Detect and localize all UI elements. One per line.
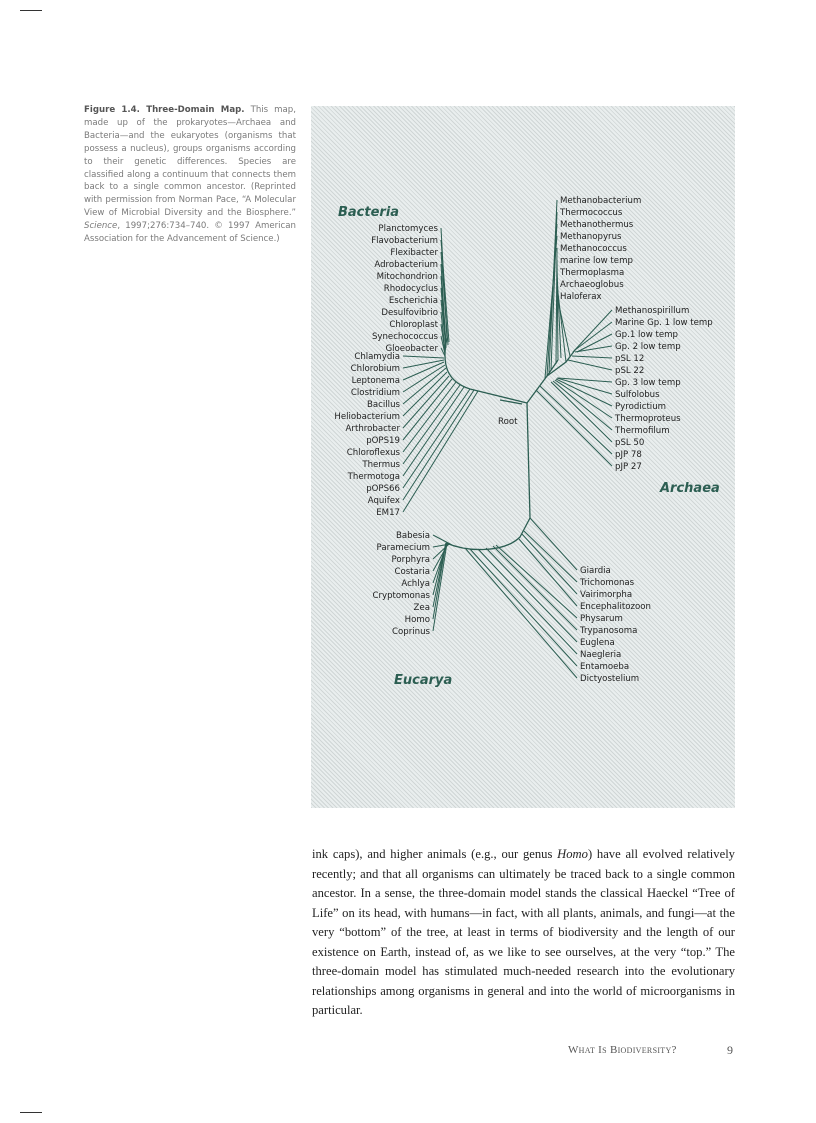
figure-label: Figure 1.4. Three-Domain Map. [84, 105, 245, 115]
branch-haloferax [557, 296, 570, 356]
leaf-label-cryptomonas: Cryptomonas [372, 591, 430, 601]
root-label: Root [498, 417, 518, 427]
branch-naegleria [478, 549, 577, 654]
branch-vairimorpha [522, 534, 577, 594]
leaf-label-gp-1-low-temp: Gp.1 low temp [615, 330, 678, 340]
leaf-label-trichomonas: Trichomonas [580, 578, 635, 588]
leaf-label-marine-gp-1-low-temp: Marine Gp. 1 low temp [615, 318, 713, 328]
leaf-label-entamoeba: Entamoeba [580, 662, 630, 672]
leaf-label-chlamydia: Chlamydia [354, 352, 400, 362]
root-trunk [527, 403, 530, 518]
branch-leptonema [403, 362, 444, 380]
branch-psl-12 [572, 356, 612, 358]
branch-babesia [433, 535, 452, 545]
crop-mark-top [20, 10, 42, 11]
leaf-label-thermus: Thermus [362, 460, 400, 470]
caption-text-end: , 1997;276:734–740. © 1997 American Association for the Advancement of Science.) [84, 221, 296, 245]
branch-pjp-27 [536, 390, 612, 466]
leaf-label-thermococcus: Thermococcus [560, 208, 623, 218]
branch-aquifex [403, 390, 474, 500]
branch-chloroflexus [403, 382, 456, 452]
leaf-label-zea: Zea [413, 603, 430, 613]
caption-journal: Science [84, 221, 118, 232]
leaf-label-encephalitozoon: Encephalitozoon [580, 602, 651, 612]
body-text-a: ink caps), and higher animals (e.g., our genus [312, 847, 558, 861]
leaf-label-thermotoga: Thermotoga [347, 472, 400, 482]
leaf-label-pjp-78: pJP 78 [615, 450, 642, 460]
leaf-label-euglena: Euglena [580, 638, 615, 648]
leaf-label-flavobacterium: Flavobacterium [371, 236, 438, 246]
leaf-label-flexibacter: Flexibacter [390, 248, 438, 258]
leaf-label-porphyra: Porphyra [391, 555, 430, 565]
three-domain-tree-figure [311, 106, 735, 808]
leaf-label-chloroflexus: Chloroflexus [346, 448, 400, 458]
branch-encephalitozoon [519, 539, 577, 606]
leaf-label-homo: Homo [404, 615, 430, 625]
body-text-italic: Homo [557, 847, 588, 861]
branch-gp-2-low-temp [575, 346, 612, 352]
running-footer-title: What Is Biodiversity? [568, 1044, 677, 1056]
leaf-label-methanothermus: Methanothermus [560, 220, 634, 230]
eucarya-trunk [446, 518, 530, 550]
leaf-label-rhodocyclus: Rhodocyclus [383, 284, 438, 294]
leaf-label-haloferax: Haloferax [560, 292, 602, 302]
body-paragraph [312, 845, 735, 1021]
branch-gp-3-low-temp [558, 378, 612, 382]
leaf-label-dictyostelium: Dictyostelium [580, 674, 640, 684]
leaf-label-methanobacterium: Methanobacterium [560, 196, 642, 206]
leaf-label-giardia: Giardia [580, 566, 611, 576]
leaf-label-pops66: pOPS66 [366, 484, 400, 494]
branch-euglena [486, 548, 577, 642]
leaf-label-achlya: Achlya [401, 579, 430, 589]
leaf-label-escherichia: Escherichia [388, 296, 438, 306]
leaf-label-planctomyces: Planctomyces [378, 224, 438, 234]
leaf-label-leptonema: Leptonema [351, 376, 400, 386]
page-number: 9 [727, 1043, 733, 1057]
bacteria-trunk [445, 338, 527, 403]
leaf-label-heliobacterium: Heliobacterium [334, 412, 400, 422]
leaf-label-mitochondrion: Mitochondrion [376, 272, 438, 282]
branch-chlamydia [403, 356, 444, 358]
leaf-label-gloeobacter: Gloeobacter [385, 344, 438, 354]
leaf-label-synechococcus: Synechococcus [371, 332, 438, 342]
leaf-label-chlorobium: Chlorobium [350, 364, 400, 374]
branch-arthrobacter [403, 376, 449, 428]
leaf-label-methanospirillum: Methanospirillum [615, 306, 690, 316]
leaf-label-methanococcus: Methanococcus [560, 244, 627, 254]
branch-chlorobium [403, 360, 444, 368]
leaf-label-physarum: Physarum [580, 614, 623, 624]
branch-em17 [403, 391, 478, 512]
branch-thermofilum [553, 381, 612, 430]
leaf-label-aquifex: Aquifex [367, 496, 400, 506]
domain-label-eucarya: Eucarya [394, 673, 453, 688]
leaf-label-marine-low-temp: marine low temp [560, 256, 633, 266]
leaf-label-arthrobacter: Arthrobacter [345, 424, 400, 434]
body-text-b: ) have all evolved relatively recently; and that all organisms can ultimately be traced back to a single common ancestor. In a sense, the three-domain model stands the classical Haeckel “Tree of Life” on its head, with humans—in fact, with all plants, animals, and fungi—at the very “bottom” of the tree, at least in terms of biodiversity and the length of our existence on Earth, instead of, as we like to see ourselves, at the very “top.” The three-domain model has stimulated much-needed research into the evolutionary relationships among organisms in general and into the world of microorganisms in particular. [312, 847, 735, 1017]
leaf-label-naegleria: Naegleria [580, 650, 622, 660]
leaf-label-psl-50: pSL 50 [615, 438, 645, 448]
leaf-label-methanopyrus: Methanopyrus [560, 232, 622, 242]
leaf-label-pops19: pOPS19 [366, 436, 400, 446]
leaf-label-bacillus: Bacillus [367, 400, 400, 410]
leaf-label-psl-12: pSL 12 [615, 354, 645, 364]
leaf-label-coprinus: Coprinus [391, 627, 430, 637]
leaf-label-thermoproteus: Thermoproteus [615, 414, 681, 424]
caption-text: This map, made up of the prokaryotes—Archaea and Bacteria—and the eukaryotes (organisms that possess a nucleus), groups organisms according to their genetic differences. Species are classified along a continuum that connects them back to a single common ancestor. (Reprinted with permission from Norman Pace, “A Molecular View of Microbial Diversity and the Biosphere.” [84, 105, 296, 219]
figure-caption [84, 104, 296, 246]
leaf-label-babesia: Babesia [395, 531, 430, 541]
leaf-label-archaeoglobus: Archaeoglobus [560, 280, 624, 290]
leaf-label-adrobacterium: Adrobacterium [374, 260, 438, 270]
leaf-label-psl-22: pSL 22 [615, 366, 645, 376]
branch-pjp-78 [540, 386, 612, 454]
leaf-label-chloroplast: Chloroplast [389, 320, 438, 330]
leaf-label-pjp-27: pJP 27 [615, 462, 642, 472]
branch-methanospirillum [573, 310, 612, 352]
branch-psl-22 [568, 360, 612, 370]
leaf-label-desulfovibrio: Desulfovibrio [381, 308, 438, 318]
branch-trichomonas [524, 531, 577, 582]
branch-homo [433, 543, 446, 619]
phylogenetic-tree [311, 106, 735, 808]
leaf-label-gp-3-low-temp: Gp. 3 low temp [615, 378, 681, 388]
crop-mark-bottom [20, 1112, 42, 1113]
domain-label-bacteria: Bacteria [338, 205, 400, 220]
leaf-label-paramecium: Paramecium [376, 543, 430, 553]
leaf-label-trypanosoma: Trypanosoma [580, 626, 638, 636]
branch-marine-gp-1-low-temp [575, 322, 612, 350]
leaf-label-vairimorpha: Vairimorpha [580, 590, 633, 600]
leaf-label-gp-2-low-temp: Gp. 2 low temp [615, 342, 681, 352]
leaf-label-pyrodictium: Pyrodictium [615, 402, 667, 412]
domain-label-archaea: Archaea [660, 481, 720, 496]
leaf-label-costaria: Costaria [394, 567, 430, 577]
leaf-label-thermoplasma: Thermoplasma [560, 268, 625, 278]
leaf-label-clostridium: Clostridium [350, 388, 400, 398]
leaf-label-em17: EM17 [376, 508, 400, 518]
branch-methanopyrus [545, 236, 557, 378]
leaf-label-thermofilum: Thermofilum [615, 426, 670, 436]
branch-pyrodictium [556, 379, 612, 406]
leaf-label-sulfolobus: Sulfolobus [615, 390, 660, 400]
